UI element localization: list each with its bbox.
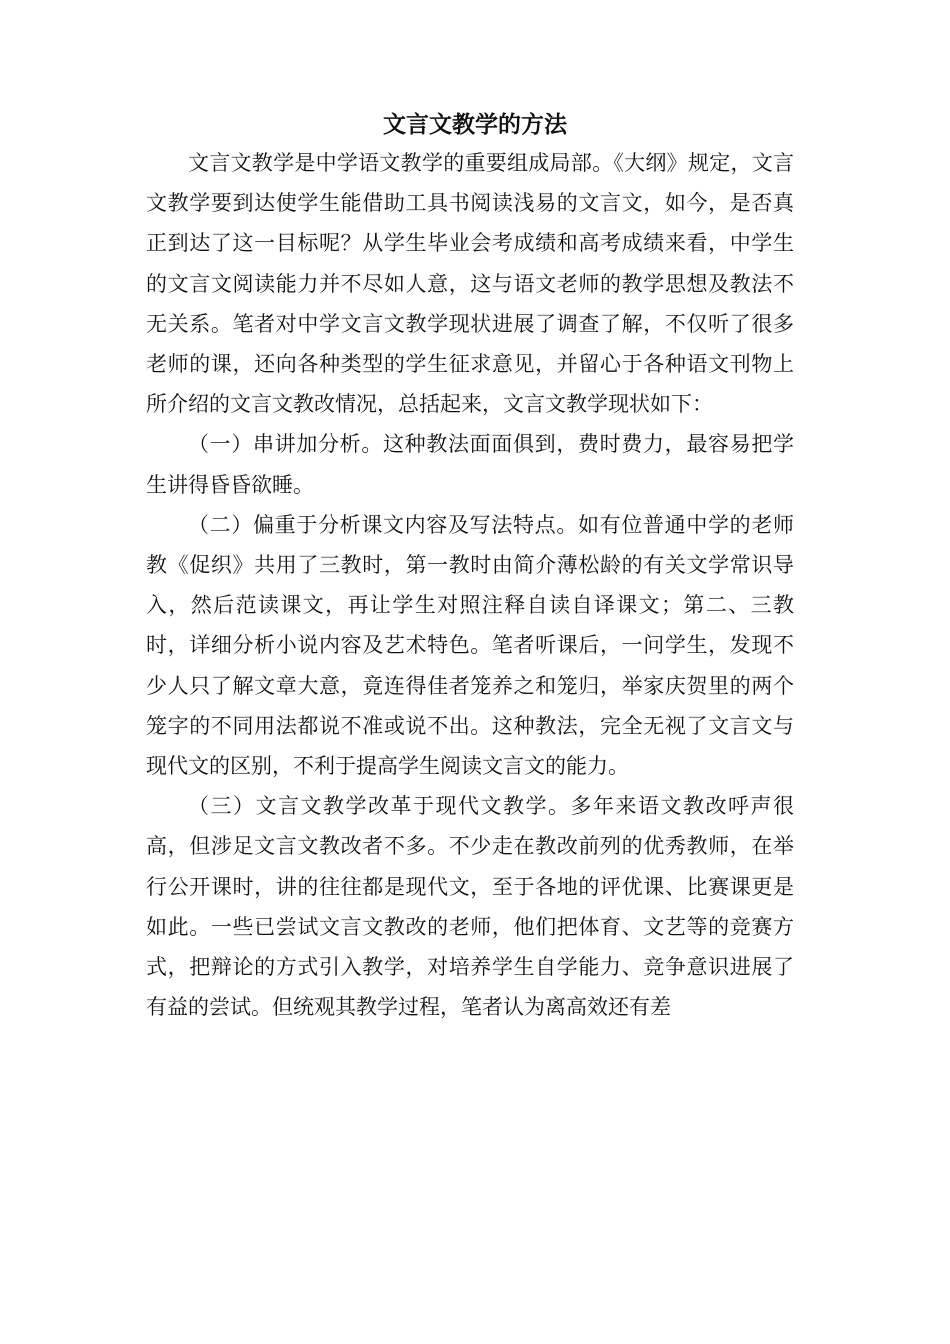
document-title: 文言文教学的方法 [383, 111, 567, 139]
document-body [146, 143, 794, 1027]
paragraph-point-3: （三）文言文教学改革于现代文教学。多年来语文教改呼声很高，但涉足文言文教改者不多。不少走在教改前列的优秀教师，在举行公开课时，讲的往往都是现代文，至于各地的评优课、比赛课更是如此。一些已尝试文言文教改的老师，他们把体育、文艺等的竞赛方式，把辩论的方式引入教学，对培养学生自学能力、竞争意识进展了有益的尝试。但统观其教学过程，笔者认为离高效还有差 [146, 794, 794, 1020]
paragraph-intro: 文言文教学是中学语文教学的重要组成局部。《大纲》规定，文言文教学要到达使学生能借助工具书阅读浅易的文言文，如今，是否真正到达了这一目标呢？从学生毕业会考成绩和高考成绩来看，中学生的文言文阅读能力并不尽如人意，这与语文老师的教学思想及教法不无关系。笔者对中学文言文教学现状进展了调查了解，不仅听了很多老师的课，还向各种类型的学生征求意见，并留心于各种语文刊物上所介绍的文言文教改情况，总括起来，文言文教学现状如下： [146, 151, 794, 417]
paragraph-point-1: （一）串讲加分析。这种教法面面俱到，费时费力，最容易把学生讲得昏昏欲睡。 [146, 432, 794, 497]
paragraph-point-2: （二）偏重于分析课文内容及写法特点。如有位普通中学的老师教《促织》共用了三教时，第一教时由简介薄松龄的有关文学常识导入，然后范读课文，再让学生对照注释自读自译课文；第二、三教时，详细分析小说内容及艺术特色。笔者听课后，一问学生，发现不少人只了解文章大意，竟连得佳者笼养之和笼归，举家庆贺里的两个笼字的不同用法都说不准或说不出。这种教法，完全无视了文言文与现代文的区别，不利于提高学生阅读文言文的能力。 [146, 512, 794, 779]
